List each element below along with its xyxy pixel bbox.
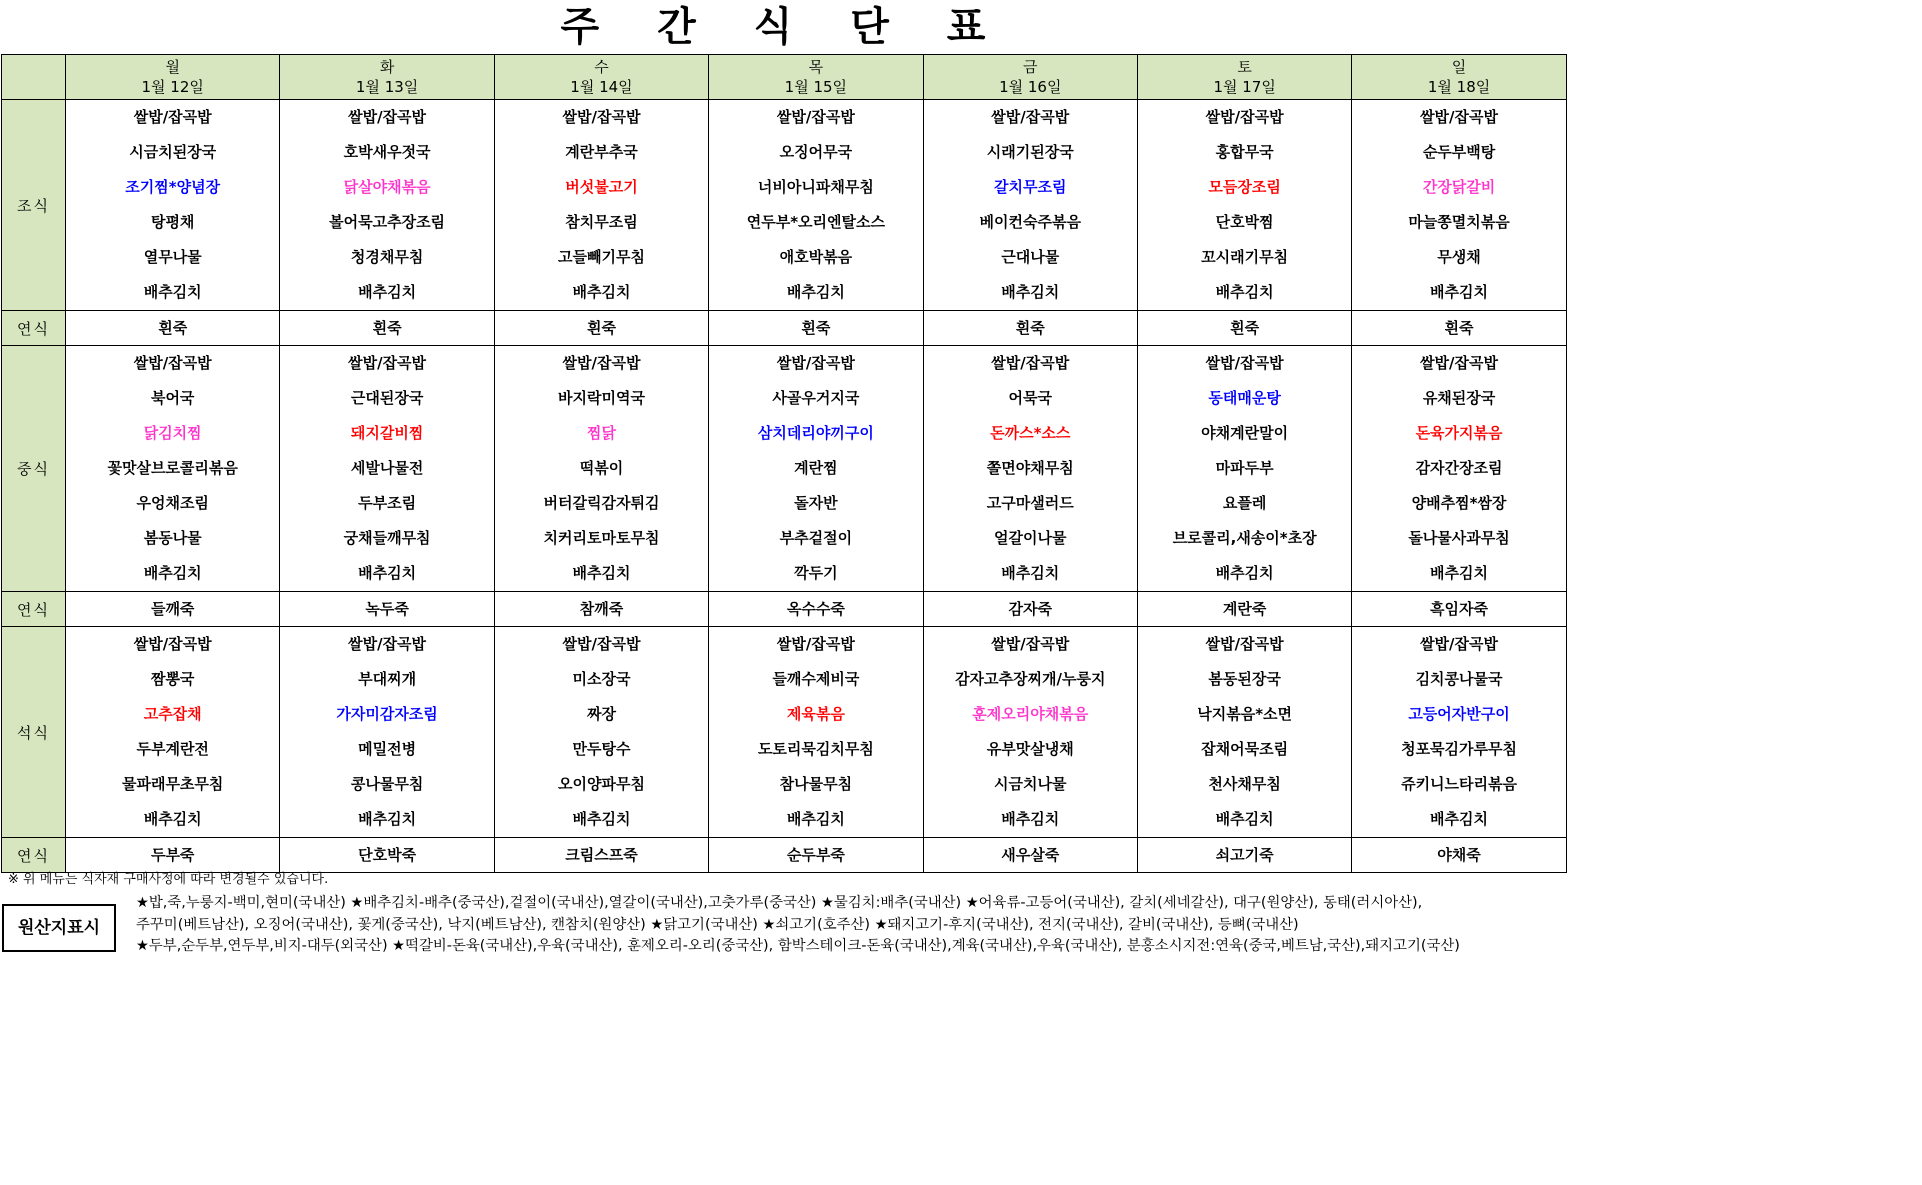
dish-list	[280, 100, 493, 310]
menu-cell	[1352, 592, 1566, 627]
origin-label: 원산지표시	[2, 904, 116, 952]
day-date: 1월 16일	[999, 78, 1062, 96]
dish-item: 유부맛살냉채	[986, 740, 1074, 758]
dish-item: 쌀밥/잡곡밥	[991, 635, 1070, 653]
dish-item: 옥수수죽	[786, 600, 845, 618]
dish-item: 흑임자죽	[1430, 600, 1489, 618]
page-title: 주 간 식 단 표	[560, 4, 1008, 50]
menu-cell	[494, 838, 708, 873]
dish-item: 너비아니파채무침	[757, 178, 874, 196]
dish-item: 애호박볶음	[779, 248, 853, 266]
menu-cell	[1137, 311, 1351, 346]
dish-item: 배추김치	[1215, 564, 1274, 582]
dish-item: 쌀밥/잡곡밥	[348, 635, 427, 653]
day-date: 1월 18일	[1427, 78, 1491, 96]
dish-list	[709, 592, 922, 626]
dish-item: 쌀밥/잡곡밥	[1205, 635, 1284, 653]
dish-item: 배추김치	[143, 810, 202, 828]
menu-cell	[923, 311, 1137, 346]
dish-item: 고구마샐러드	[986, 494, 1074, 512]
dish-list	[280, 838, 493, 872]
menu-cell	[66, 838, 280, 873]
dish-item: 쌀밥/잡곡밥	[1420, 354, 1498, 372]
dish-list	[66, 592, 279, 626]
dish-item: 쌀밥/잡곡밥	[1205, 354, 1284, 372]
dish-item: 제육볶음	[786, 705, 845, 723]
dish-item: 쌀밥/잡곡밥	[133, 635, 212, 653]
dish-item: 탕평채	[150, 213, 195, 231]
menu-cell	[1137, 838, 1351, 873]
dish-item: 쇠고기죽	[1215, 846, 1274, 864]
meal-label: 연식	[2, 311, 66, 346]
dish-list	[924, 100, 1137, 310]
dish-item: 감자고추장찌개/누룽지	[955, 670, 1106, 688]
dish-list	[495, 627, 708, 837]
dish-item: 꼬시래기무침	[1201, 248, 1289, 266]
dish-list	[1352, 592, 1565, 626]
dish-list	[924, 627, 1137, 837]
dish-list	[924, 311, 1137, 345]
snack-row	[2, 592, 1567, 627]
meal-row	[2, 346, 1567, 592]
dish-item: 닭김치찜	[143, 424, 202, 442]
dish-list	[1352, 627, 1565, 837]
dish-item: 배추김치	[358, 810, 417, 828]
day-of-week: 수	[594, 58, 609, 76]
menu-change-note: ※ 위 메뉴는 식자재 구매사정에 따라 변경될수 있습니다.	[8, 872, 329, 887]
dish-item: 사골우거지국	[772, 389, 860, 407]
dish-item: 감자죽	[1008, 600, 1052, 618]
dish-item: 배추김치	[572, 810, 631, 828]
origin-line: ★두부,순두부,연두부,비지-대두(외국산) ★떡갈비-돈육(국내산),우육(국내산), 훈제오리-오리(중국산), 함박스테이크-돈육(국내산),계육(국내산),우육(국내산), 분홍소시지전:연육(중국,베트남,국산),돼지고기(국산)	[136, 938, 1460, 954]
dish-item: 배추김치	[1215, 283, 1274, 301]
dish-item: 북어국	[150, 389, 195, 407]
dish-item: 버터갈릭감자튀김	[543, 494, 660, 512]
dish-item: 크림스프죽	[565, 846, 638, 864]
dish-item: 미소장국	[572, 670, 631, 688]
dish-item: 야채죽	[1437, 846, 1481, 864]
dish-item: 물파래무초무침	[121, 775, 224, 793]
dish-item: 떡볶이	[579, 459, 624, 477]
corner-cell	[2, 55, 66, 100]
dish-list	[1352, 311, 1565, 345]
dish-item: 유채된장국	[1422, 389, 1496, 407]
day-date: 1월 14일	[570, 78, 633, 96]
menu-cell	[1352, 627, 1566, 838]
dish-item: 쌀밥/잡곡밥	[1205, 108, 1284, 126]
dish-item: 배추김치	[572, 283, 631, 301]
dish-list	[709, 346, 922, 591]
dish-list	[495, 100, 708, 310]
dish-item: 단호박찜	[1215, 213, 1274, 231]
dish-item: 오징어무국	[779, 143, 853, 161]
dish-item: 쌀밥/잡곡밥	[776, 635, 855, 653]
dish-list	[924, 346, 1137, 591]
dish-item: 배추김치	[1001, 283, 1060, 301]
day-date: 1월 15일	[784, 78, 848, 96]
dish-item: 고들빼기무침	[558, 248, 645, 266]
dish-list	[495, 838, 708, 872]
menu-cell	[923, 627, 1137, 838]
dish-item: 근대된장국	[350, 389, 424, 407]
dish-item: 두부죽	[150, 846, 195, 864]
dish-item: 시금치된장국	[129, 143, 217, 161]
dish-list	[709, 311, 922, 345]
day-of-week: 금	[1023, 58, 1038, 76]
dish-list	[280, 311, 493, 345]
dish-item: 쌀밥/잡곡밥	[991, 108, 1070, 126]
dish-item: 배추김치	[1215, 810, 1274, 828]
dish-list	[1352, 346, 1565, 591]
dish-item: 봄동나물	[143, 529, 202, 547]
day-header	[66, 55, 280, 100]
dish-item: 배추김치	[358, 283, 417, 301]
dish-item: 야채계란말이	[1201, 424, 1289, 442]
day-of-week: 토	[1237, 58, 1252, 76]
menu-cell	[1352, 346, 1566, 592]
dish-item: 양배추찜*쌈장	[1411, 494, 1507, 512]
menu-cell	[709, 311, 923, 346]
dish-item: 세발나물전	[350, 459, 424, 477]
dish-item: 녹두죽	[365, 600, 409, 618]
dish-item: 배추김치	[1430, 283, 1489, 301]
dish-item: 두부조림	[358, 494, 417, 512]
dish-item: 새우살죽	[1001, 846, 1060, 864]
meal-label: 연식	[2, 592, 66, 627]
dish-item: 닭살야채볶음	[343, 178, 431, 196]
dish-item: 어묵국	[1008, 389, 1052, 407]
dish-item: 계란찜	[794, 459, 838, 477]
dish-item: 배추김치	[143, 283, 202, 301]
dish-item: 돌자반	[794, 494, 838, 512]
dish-item: 순두부백탕	[1422, 143, 1496, 161]
menu-cell	[1352, 100, 1566, 311]
dish-item: 무생채	[1437, 248, 1481, 266]
dish-item: 얼갈이나물	[994, 529, 1067, 547]
dish-item: 찜닭	[586, 424, 616, 442]
menu-cell	[66, 346, 280, 592]
dish-item: 부대찌개	[358, 670, 417, 688]
dish-list	[495, 592, 708, 626]
dish-item: 흰죽	[1015, 319, 1045, 337]
dish-item: 마파두부	[1215, 459, 1274, 477]
dish-item: 흰죽	[1444, 319, 1474, 337]
dish-item: 요플레	[1222, 494, 1267, 512]
dish-item: 간장닭갈비	[1422, 178, 1496, 196]
dish-item: 브로콜리,새송이*초장	[1172, 529, 1317, 547]
menu-cell	[66, 627, 280, 838]
menu-cell	[494, 346, 708, 592]
dish-item: 연두부*오리엔탈소스	[746, 213, 885, 231]
dish-item: 청포묵김가루무침	[1401, 740, 1517, 758]
dish-item: 쌀밥/잡곡밥	[133, 108, 212, 126]
dish-list	[280, 592, 493, 626]
menu-cell	[280, 100, 494, 311]
dish-item: 베이컨숙주볶음	[979, 213, 1081, 231]
dish-item: 홍합무국	[1215, 143, 1274, 161]
dish-item: 쥬키니느타리볶음	[1401, 775, 1517, 793]
menu-cell	[494, 627, 708, 838]
dish-item: 두부계란전	[136, 740, 209, 758]
dish-item: 마늘쫑멸치볶음	[1408, 213, 1510, 231]
dish-item: 쌀밥/잡곡밥	[348, 354, 427, 372]
dish-item: 치커리토마토무침	[543, 529, 660, 547]
dish-list	[709, 100, 922, 310]
day-header	[709, 55, 923, 100]
menu-cell	[709, 346, 923, 592]
dish-item: 만두탕수	[572, 740, 631, 758]
menu-cell	[1137, 100, 1351, 311]
dish-item: 배추김치	[1430, 564, 1489, 582]
day-header	[1352, 55, 1566, 100]
dish-item: 쫄면야채무침	[986, 459, 1074, 477]
day-of-week: 화	[379, 58, 395, 76]
dish-list	[280, 346, 493, 591]
dish-list	[66, 311, 279, 345]
dish-list	[1138, 311, 1351, 345]
dish-list	[1138, 838, 1351, 872]
origin-line: 주꾸미(베트남산), 오징어(국내산), 꽃게(중국산), 낙지(베트남산), 캔참치(원양산) ★닭고기(국내산) ★쇠고기(호주산) ★돼지고기-후지(국내산), 전지(국내산), 갈비(국내산), 등뼈(국내산)	[136, 916, 1299, 933]
menu-cell	[280, 592, 494, 627]
dish-item: 계란부추국	[565, 143, 638, 161]
dish-item: 흰죽	[372, 319, 402, 337]
dish-item: 동태매운탕	[1208, 389, 1281, 407]
dish-item: 배추김치	[358, 564, 417, 582]
dish-item: 배추김치	[572, 564, 631, 582]
dish-item: 돌나물사과무침	[1408, 529, 1510, 547]
dish-item: 바지락미역국	[558, 389, 645, 407]
dish-item: 메밀전병	[358, 740, 417, 758]
dish-item: 참치무조림	[565, 213, 638, 231]
dish-item: 시금치나물	[994, 775, 1067, 793]
dish-item: 모듬장조림	[1208, 178, 1281, 196]
dish-list	[495, 311, 708, 345]
menu-cell	[923, 100, 1137, 311]
dish-item: 쌀밥/잡곡밥	[348, 108, 427, 126]
dish-item: 삼치데리야끼구이	[757, 424, 874, 442]
dish-item: 고추잡채	[143, 705, 202, 723]
menu-cell	[66, 592, 280, 627]
menu-body	[2, 100, 1567, 873]
dish-item: 고등어자반구이	[1408, 705, 1510, 723]
dish-list	[495, 346, 708, 591]
meal-row	[2, 627, 1567, 838]
dish-item: 짬뽕국	[150, 670, 195, 688]
dish-item: 꽃맛살브로콜리볶음	[107, 459, 238, 477]
day-of-week: 목	[808, 58, 824, 76]
meal-label: 연식	[2, 838, 66, 873]
dish-item: 흰죽	[1230, 319, 1260, 337]
dish-list	[66, 627, 279, 837]
menu-cell	[1137, 592, 1351, 627]
dish-list	[1352, 838, 1565, 872]
menu-cell	[1137, 627, 1351, 838]
dish-item: 부추겉절이	[779, 529, 853, 547]
dish-item: 열무나물	[143, 248, 202, 266]
dish-item: 청경채무침	[350, 248, 424, 266]
menu-cell	[494, 592, 708, 627]
dish-item: 참깨죽	[579, 600, 624, 618]
dish-item: 흰죽	[801, 319, 831, 337]
dish-list	[709, 838, 922, 872]
day-date: 1월 17일	[1213, 78, 1276, 96]
menu-cell	[280, 838, 494, 873]
menu-cell	[280, 346, 494, 592]
dish-item: 배추김치	[786, 810, 845, 828]
meal-label: 중식	[2, 346, 66, 592]
dish-item: 조기찜*양념장	[125, 178, 221, 196]
dish-item: 우엉채조림	[136, 494, 209, 512]
dish-item: 쌀밥/잡곡밥	[776, 108, 855, 126]
dish-list	[924, 838, 1137, 872]
weekly-menu-table	[1, 54, 1567, 873]
day-header-row	[2, 55, 1567, 100]
meal-label: 조식	[2, 100, 66, 311]
menu-cell	[709, 592, 923, 627]
dish-list	[1138, 627, 1351, 837]
dish-list	[280, 627, 493, 837]
dish-item: 단호박죽	[358, 846, 417, 864]
dish-item: 도토리묵김치무침	[757, 740, 874, 758]
dish-item: 호박새우젓국	[343, 143, 431, 161]
dish-list	[924, 592, 1137, 626]
dish-list	[66, 346, 279, 591]
dish-item: 콩나물무침	[350, 775, 424, 793]
origin-text	[136, 893, 1564, 958]
dish-item: 깍두기	[794, 564, 838, 582]
dish-item: 궁채들깨무침	[343, 529, 431, 547]
dish-list	[1138, 592, 1351, 626]
menu-cell	[709, 838, 923, 873]
dish-item: 흰죽	[586, 319, 616, 337]
menu-cell	[923, 592, 1137, 627]
dish-item: 돈육가지볶음	[1415, 424, 1503, 442]
dish-list	[1138, 100, 1351, 310]
dish-item: 쌀밥/잡곡밥	[562, 635, 641, 653]
day-header	[494, 55, 708, 100]
menu-cell	[280, 311, 494, 346]
dish-item: 참나물무침	[779, 775, 853, 793]
menu-cell	[1352, 311, 1566, 346]
dish-item: 오이양파무침	[558, 775, 645, 793]
day-date: 1월 13일	[355, 78, 419, 96]
menu-cell	[494, 311, 708, 346]
dish-list	[709, 627, 922, 837]
dish-item: 계란죽	[1222, 600, 1267, 618]
dish-item: 순두부죽	[786, 846, 845, 864]
dish-item: 쌀밥/잡곡밥	[562, 108, 641, 126]
dish-item: 돼지갈비찜	[350, 424, 424, 442]
dish-item: 짜장	[586, 705, 616, 723]
dish-item: 시래기된장국	[986, 143, 1074, 161]
dish-list	[66, 838, 279, 872]
dish-item: 쌀밥/잡곡밥	[991, 354, 1070, 372]
day-of-week: 월	[165, 58, 180, 76]
dish-item: 배추김치	[143, 564, 202, 582]
day-header	[1137, 55, 1351, 100]
menu-cell	[1352, 838, 1566, 873]
menu-cell	[66, 100, 280, 311]
dish-item: 배추김치	[1430, 810, 1489, 828]
menu-cell	[709, 627, 923, 838]
origin-line: ★밥,죽,누룽지-백미,현미(국내산) ★배추김치-배추(중국산),겉절이(국내산),열갈이(국내산),고춧가루(중국산) ★물김치:배추(국내산) ★어육류-고등어(국내산), 갈치(세네갈산), 대구(원양산), 동태(러시아산),	[136, 895, 1423, 911]
day-header	[923, 55, 1137, 100]
dish-item: 훈제오리야채볶음	[972, 705, 1089, 723]
dish-item: 낙지볶음*소면	[1197, 705, 1293, 723]
menu-cell	[1137, 346, 1351, 592]
menu-cell	[709, 100, 923, 311]
dish-item: 쌀밥/잡곡밥	[562, 354, 641, 372]
dish-item: 배추김치	[1001, 564, 1060, 582]
day-date: 1월 12일	[141, 78, 204, 96]
dish-item: 볼어묵고추장조림	[329, 213, 446, 231]
dish-item: 천사채무침	[1208, 775, 1281, 793]
dish-item: 근대나물	[1001, 248, 1060, 266]
dish-item: 가자미감자조림	[336, 705, 438, 723]
meal-row	[2, 100, 1567, 311]
snack-row	[2, 311, 1567, 346]
dish-item: 쌀밥/잡곡밥	[1420, 635, 1498, 653]
dish-item: 흰죽	[158, 319, 188, 337]
dish-list	[1352, 100, 1565, 310]
dish-item: 쌀밥/잡곡밥	[133, 354, 212, 372]
menu-cell	[280, 627, 494, 838]
dish-list	[1138, 346, 1351, 591]
menu-cell	[494, 100, 708, 311]
dish-item: 배추김치	[786, 283, 845, 301]
day-header	[280, 55, 494, 100]
dish-item: 들깨수제비국	[772, 670, 860, 688]
day-of-week: 일	[1451, 58, 1467, 76]
dish-item: 배추김치	[1001, 810, 1060, 828]
dish-item: 잡채어묵조림	[1201, 740, 1289, 758]
menu-cell	[66, 311, 280, 346]
snack-row	[2, 838, 1567, 873]
dish-item: 쌀밥/잡곡밥	[776, 354, 855, 372]
dish-item: 들깨죽	[150, 600, 195, 618]
meal-label: 석식	[2, 627, 66, 838]
dish-item: 갈치무조림	[994, 178, 1067, 196]
dish-item: 감자간장조림	[1415, 459, 1503, 477]
dish-item: 돈까스*소스	[990, 424, 1071, 442]
dish-item: 봄동된장국	[1208, 670, 1281, 688]
menu-cell	[923, 838, 1137, 873]
dish-item: 김치콩나물국	[1415, 670, 1503, 688]
dish-item: 버섯불고기	[565, 178, 638, 196]
dish-list	[66, 100, 279, 310]
dish-item: 쌀밥/잡곡밥	[1420, 108, 1498, 126]
menu-cell	[923, 346, 1137, 592]
